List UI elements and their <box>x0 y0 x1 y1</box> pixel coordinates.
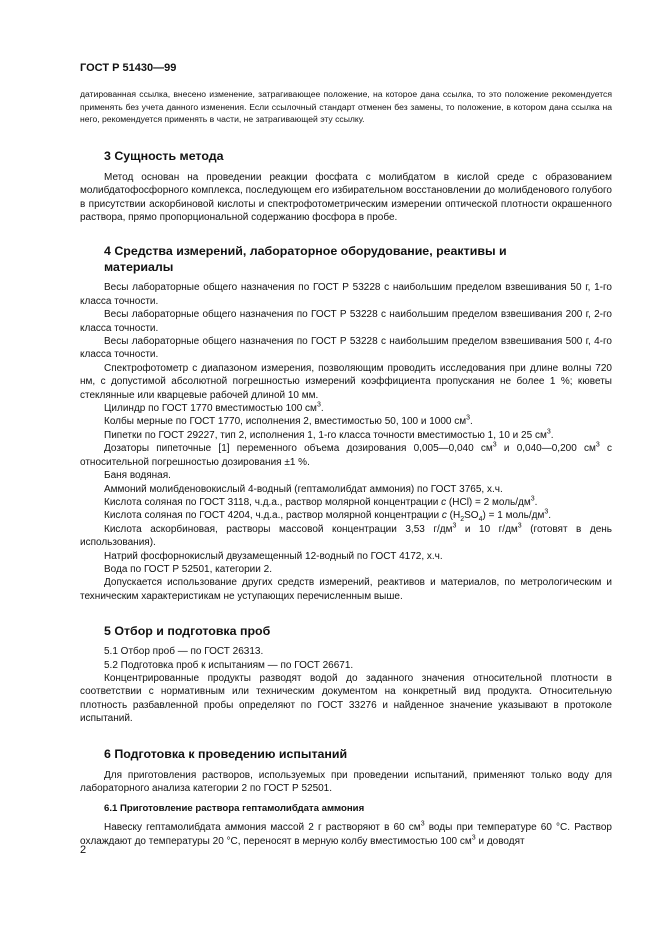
section-5-title: 5 Отбор и подготовка проб <box>104 624 271 639</box>
subsection-6-1-title: 6.1 Приготовление раствора гептамолибдата аммония <box>104 803 365 815</box>
section-3-title: 3 Сущность метода <box>104 148 224 163</box>
s4-paragraph-11: Кислота соляная по ГОСТ 3118, ч.д.а., раствор молярной концентрации с (HCl) = 2 моль/$дм^3$. <box>104 495 538 508</box>
s4-paragraph-3: Весы лабораторные общего назначения по ГОСТ Р 53228 с наибольшим пределом взвешивания 500 г, 4-го класса точности. <box>80 336 612 361</box>
s4-paragraph-8: Дозаторы пипеточные [1] переменного объема дозирования 0,005—0,040 $см^3$ и 0,040—0,200 $см^3$ с относительной погрешностью дозирования ±1 %. <box>80 441 613 468</box>
s6-paragraph-2: Навеску гептамолибдата аммония массой 2 г растворяют в 60 $см^3$ воды при температуре 60 °С. Раствор охлаждают до температуры 20 °С, переносят в мерную колбу вместимостью 100 $см^3$ и доводят <box>80 821 612 847</box>
document-header: ГОСТ Р 51430—99 <box>80 62 177 74</box>
section-4-title: 4 Средства измерений, лабораторное оборудование, реактивы и материалы <box>104 244 507 275</box>
s5-paragraph-2: 5.2 Подготовка проб к испытаниям — по ГОСТ 26671. <box>104 659 354 671</box>
intro-paragraph: датированная ссылка, внесено изменение, затрагивающее положение, на которое дана ссылка, то это положение рекомендуется применять без учета данного изменения. Если ссылочный стандарт отменен без замены, то положение, в котором дана ссылка на него, рекомендуется применять в части, не затрагивающей эту ссылку. <box>80 89 612 125</box>
s4-paragraph-6: Колбы мерные по ГОСТ 1770, исполнения 2, вместимостью 50, 100 и 1000 $см^3$. <box>104 415 473 428</box>
s4-paragraph-9: Баня водяная. <box>104 470 171 482</box>
s4-paragraph-1: Весы лабораторные общего назначения по ГОСТ Р 53228 с наибольшим пределом взвешивания 50 г, 1-го класса точности. <box>80 282 612 307</box>
s6-paragraph-1: Для приготовления растворов, используемых при проведении испытаний, применяют только воду для лабораторного анализа категории 2 по ГОСТ Р 52501. <box>80 769 612 794</box>
s4-paragraph-16: Допускается использование других средств измерений, реактивов и материалов, по метрологическим и техническим характеристикам не уступающих перечисленным выше. <box>80 577 612 602</box>
s4-paragraph-2: Весы лабораторные общего назначения по ГОСТ Р 53228 с наибольшим пределом взвешивания 200 г, 2-го класса точности. <box>80 309 612 334</box>
s4-paragraph-14: Натрий фосфорнокислый двузамещенный 12-водный по ГОСТ 4172, х.ч. <box>104 550 443 562</box>
s4-paragraph-10: Аммоний молибденовокислый 4-водный (гептамолибдат аммония) по ГОСТ 3765, х.ч. <box>104 483 503 495</box>
s4-paragraph-7: Пипетки по ГОСТ 29227, тип 2, исполнения 1, 1-го класса точности вместимостью 1, 10 и 25 $см^3$. <box>104 428 554 441</box>
s4-paragraph-5: Цилиндр по ГОСТ 1770 вместимостью 100 $см^3$. <box>104 401 324 415</box>
s5-paragraph-3: Концентрированные продукты разводят водой до заданного значения относительной плотности в соответствии с нормативным или техническим документом на конкретный вид продукта. Относительную плотность разбавленной пробы определяют по ГОСТ 33276 и найденное значение указывают в протоколе испытаний. <box>80 672 612 725</box>
s4-paragraph-13: Кислота аскорбиновая, растворы массовой концентрации 3,53 $г/дм^3$ и 10 $г/дм^3$ (готовят в день использования). <box>80 522 612 549</box>
s5-paragraph-1: 5.1 Отбор проб — по ГОСТ 26313. <box>104 646 264 658</box>
s4-paragraph-15: Вода по ГОСТ Р 52501, категории 2. <box>104 563 272 575</box>
s4-paragraph-12: Кислота соляная по ГОСТ 4204, ч.д.а., раствор молярной концентрации с $(H_2SO_4) = 1$ моль/$дм^3$. <box>104 508 552 524</box>
section-6-title: 6 Подготовка к проведению испытаний <box>104 746 348 761</box>
s4-paragraph-4: Спектрофотометр с диапазоном измерения, позволяющим проводить исследования при длине волны 720 нм, с допустимой абсолютной погрешностью измерений коэффициента пропускания не более 1 %; кюветы стеклянные или кварцевые рабочей длиной 10 мм. <box>80 362 612 401</box>
page-number: 2 <box>80 844 87 856</box>
section-3-paragraph: Метод основан на проведении реакции фосфата с молибдатом в кислой среде с образованием молибдатофосфорного комплекса, последующем его избирательном восстановлении до молибденового голубого в присутствии аскорбиновой кислоты и спектрофотометрическим измерении оптической плотности окрашенного раствора, прямо пропорциональной содержанию фосфора в пробе. <box>80 171 612 223</box>
page-content <box>80 88 612 848</box>
